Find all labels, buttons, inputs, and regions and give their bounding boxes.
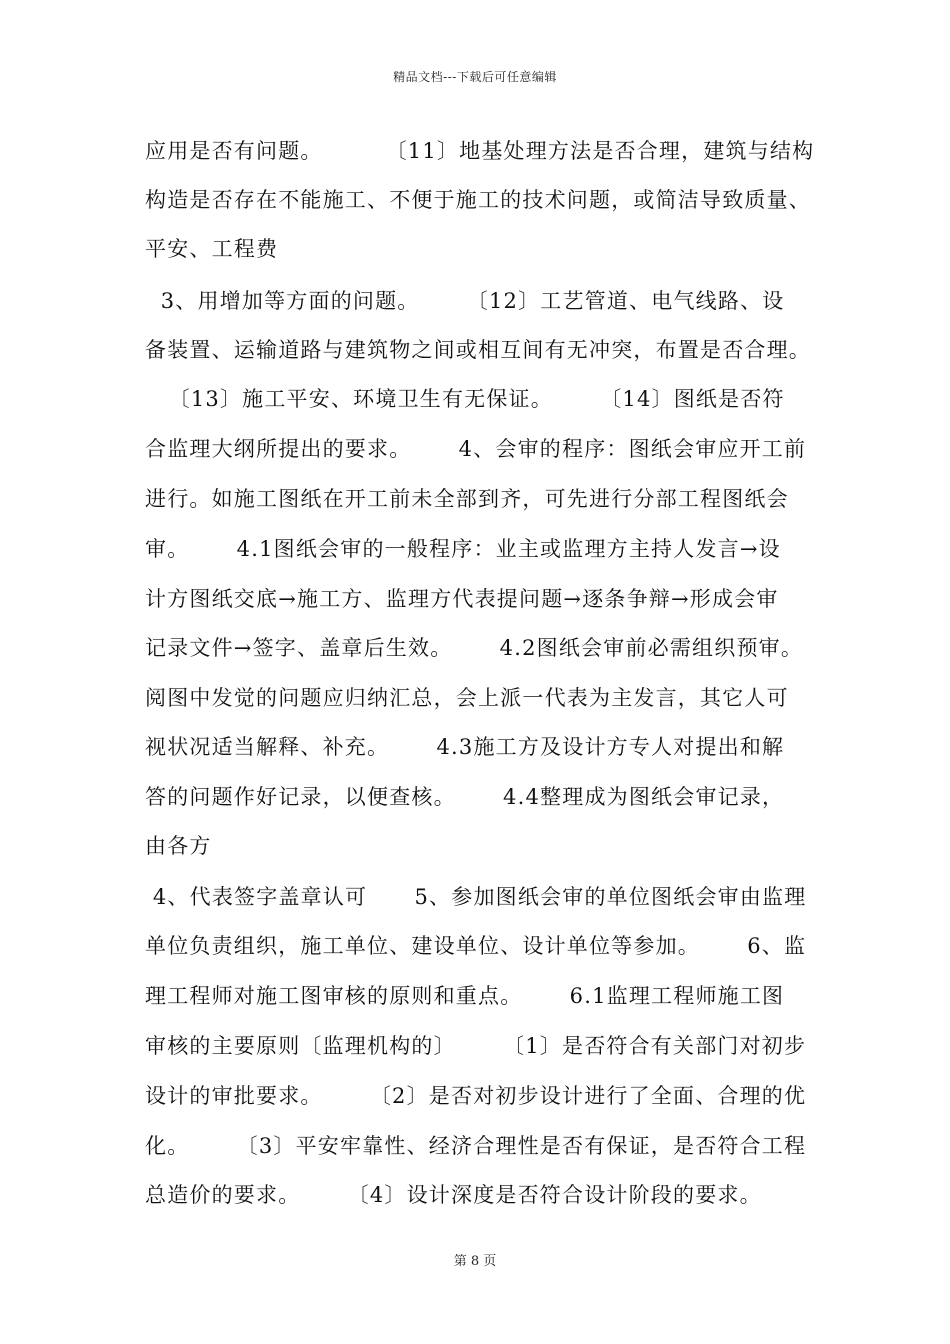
text-line: 答的问题作好记录，以便查核。 4.4整理成为图纸会审记录，	[145, 785, 785, 809]
text-line: 合监理大纲所提出的要求。 4、会审的程序：图纸会审应开工前	[145, 437, 807, 461]
text-line: 平安、工程费	[145, 237, 279, 261]
text-line: 单位负责组织，施工单位、建设单位、设计单位等参加。 6、监	[145, 934, 807, 958]
text-line: 计方图纸交底→施工方、监理方代表提问题→逐条争辩→形成会审	[145, 587, 779, 611]
text-line: 化。 〔3〕平安牢靠性、经济合理性是否有保证，是否符合工程	[145, 1134, 807, 1158]
text-line: 进行。如施工图纸在开工前未全部到齐，可先进行分部工程图纸会	[145, 487, 789, 511]
text-line: 4、代表签字盖章认可 5、参加图纸会审的单位图纸会审由监理	[145, 885, 807, 909]
text-line: 由各方	[145, 834, 212, 858]
text-line: 设计的审批要求。 〔2〕是否对初步设计进行了全面、合理的优	[145, 1084, 807, 1108]
text-line: 审。 4.1图纸会审的一般程序：业主或监理方主持人发言→设	[145, 537, 781, 561]
text-line: 〔13〕施工平安、环境卫生有无保证。 〔14〕图纸是否符	[145, 387, 785, 411]
text-line: 审核的主要原则〔监理机构的〕 〔1〕是否符合有关部门对初步	[145, 1034, 807, 1058]
text-line: 阅图中发觉的问题应归纳汇总，会上派一代表为主发言，其它人可	[145, 686, 789, 710]
text-line: 视状况适当解释、补充。 4.3施工方及设计方专人对提出和解	[145, 735, 785, 759]
text-line: 3、用增加等方面的问题。 〔12〕工艺管道、电气线路、设	[145, 289, 785, 313]
text-line: 理工程师对施工图审核的原则和重点。 6.1监理工程师施工图	[145, 984, 785, 1008]
text-line: 总造价的要求。 〔4〕设计深度是否符合设计阶段的要求。	[145, 1183, 762, 1207]
page-header: 精品文档---下载后可任意编辑	[393, 70, 557, 84]
text-line: 记录文件→签字、盖章后生效。 4.2图纸会审前必需组织预审。	[145, 636, 804, 660]
text-line: 备装置、运输道路与建筑物之间或相互间有无冲突，布置是否合理。	[145, 338, 811, 362]
page-number: 第 8 页	[453, 1254, 497, 1269]
text-line: 构造是否存在不能施工、不便于施工的技术问题，或简洁导致质量、	[145, 188, 811, 212]
text-line: 应用是否有问题。 〔11〕地基处理方法是否合理，建筑与结构	[145, 139, 815, 163]
